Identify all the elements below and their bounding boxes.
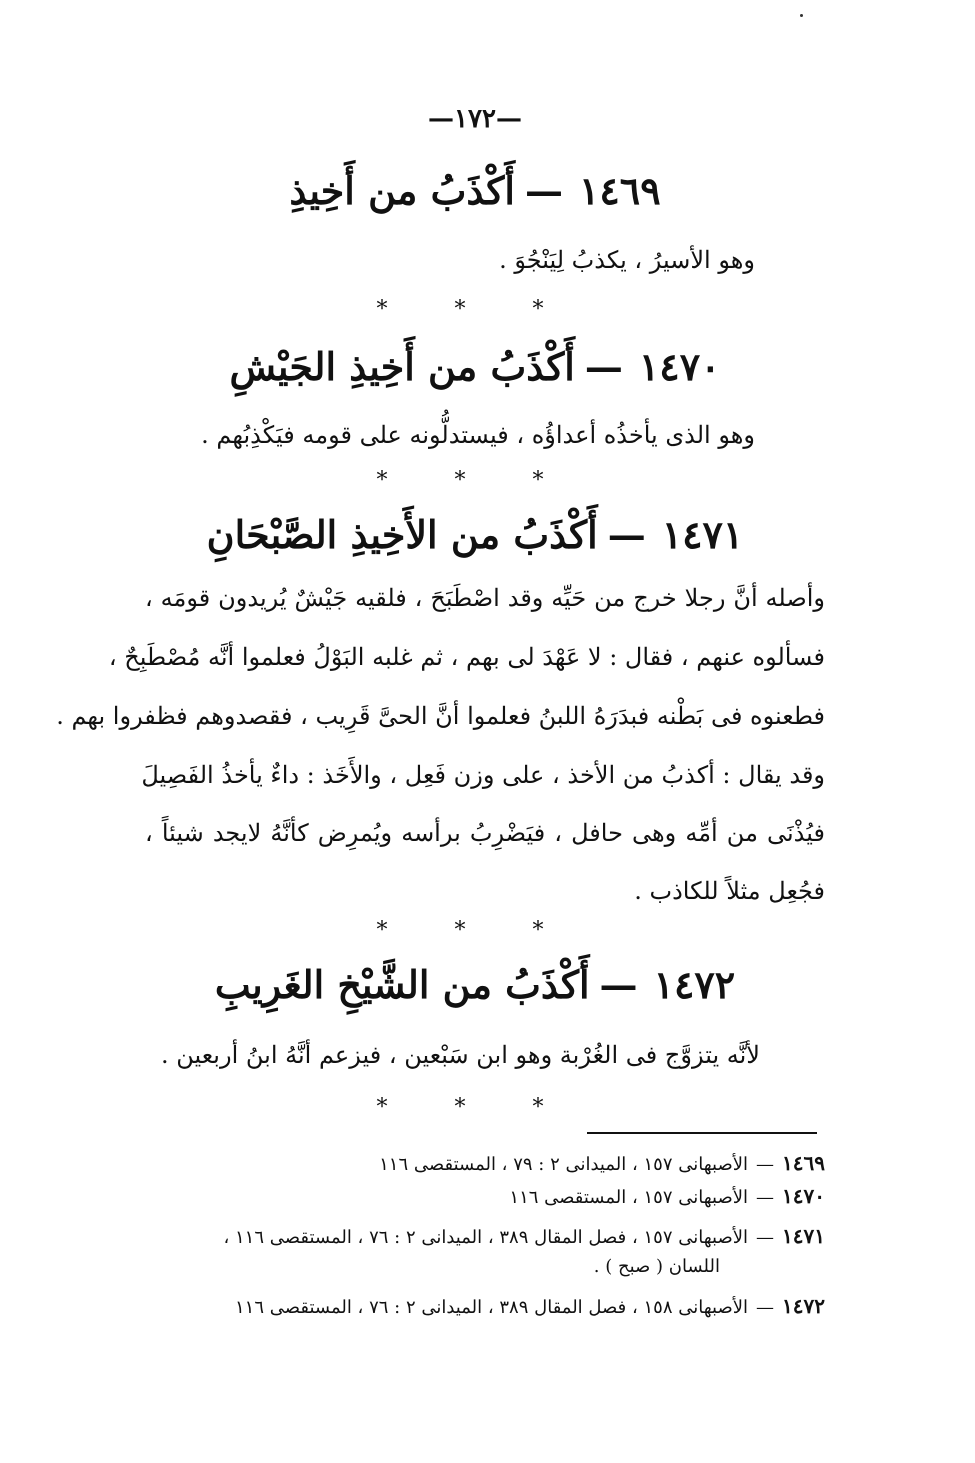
entry-text-line: وأصله أنَّ رجلا خرج من حَيِّه وقد اصْطَبَحَ ، فلقيه جَيْشٌ يُريدون قومَه ، — [145, 584, 825, 612]
scan-speck — [800, 14, 803, 17]
footnote-1470 — [509, 1183, 825, 1209]
entry-heading-1471 — [0, 512, 950, 558]
entry-text-line: وهو الأسيرُ ، يكذبُ لِيَنْجُوَ . — [499, 246, 755, 274]
entry-title: أَكْذَبُ من أَخِيذِ الجَيْشِ — [229, 344, 575, 389]
footnote-rule — [587, 1132, 817, 1134]
footnote-number: ١٤٧٠ — [782, 1184, 825, 1208]
entry-heading-1469 — [0, 168, 950, 214]
entry-text-line: لأنَّه يتزوَّج فى الغُرْبة وهو ابن سَبْعين ، فيزعم أنَّهُ ابنُ أربعين . — [160, 1041, 760, 1069]
footnote-1469 — [379, 1150, 825, 1176]
entry-title: أَكْذَبُ من الشَّيْخِ الغَرِيبِ — [214, 962, 590, 1007]
entry-heading-1470 — [0, 344, 950, 390]
entry-title: أَكْذَبُ من أَخِيذِ — [289, 168, 515, 213]
entry-number: ١٤٧٢ — [653, 962, 736, 1007]
footnote-dash: — — [756, 1227, 775, 1248]
entry-number: ١٤٧٠ — [638, 344, 721, 389]
footnote-1471 — [223, 1223, 825, 1249]
entry-dash: — — [599, 962, 638, 1007]
footnote-number: ١٤٦٩ — [782, 1151, 825, 1175]
footnote-text: الأصبهانى ١٥٧ ، المستقصى ١١٦ — [509, 1187, 749, 1208]
entry-dash: — — [607, 512, 646, 557]
entry-dash: — — [584, 344, 623, 389]
page-number: —١٧٢— — [428, 104, 522, 134]
entry-text-line: وقد يقال : أكذبُ من الأخذ ، على وزن فَعِل ، والأَخَذ : داءٌ يأخذُ الفَصِيلَ — [141, 761, 825, 789]
entry-text-line: فسألوه عنهم ، فقال : لا عَهْدَ لى بهم ، ثم غلبه البَوْلُ فعلموا أنَّه مُصْطَبِحٌ ، — [108, 643, 825, 671]
section-separator: * * * — [376, 297, 574, 322]
entry-text-line: فجُعِل مثلاً للكاذب . — [634, 877, 825, 905]
section-separator: * * * — [376, 918, 574, 943]
entry-title: أَكْذَبُ من الأَخِيذِ الصَّبْحَانِ — [206, 512, 598, 557]
footnote-dash: — — [756, 1297, 775, 1318]
entry-text-line: وهو الذى يأخذُه أعداؤُه ، فيستدلُّونه على قومه فيَكْذِبُهم . — [201, 421, 755, 449]
footnote-dash: — — [756, 1154, 775, 1175]
entry-text-line: فيُذْنَى من أمِّه وهى حافل ، فيَضْرِبُ برأسه ويُمرِض كأنَّهُ لايجد شيئاً ، — [145, 819, 825, 847]
footnote-1472 — [235, 1293, 825, 1319]
footnote-text: الأصبهانى ١٥٨ ، فصل المقال ٣٨٩ ، الميدانى ٢ : ٧٦ ، المستقصى ١١٦ — [235, 1297, 749, 1318]
section-separator: * * * — [376, 468, 574, 493]
footnote-continuation: اللسان ( صبح ) . — [593, 1256, 720, 1277]
entry-dash: — — [524, 168, 563, 213]
footnote-number: ١٤٧١ — [782, 1224, 825, 1248]
footnote-number: ١٤٧٢ — [782, 1294, 825, 1318]
footnote-text: الأصبهانى ١٥٧ ، فصل المقال ٣٨٩ ، الميدانى ٢ : ٧٦ ، المستقصى ١١٦ ، — [223, 1227, 749, 1248]
entry-heading-1472 — [0, 962, 950, 1008]
footnote-text: الأصبهانى ١٥٧ ، الميدانى ٢ : ٧٩ ، المستقصى ١١٦ — [379, 1154, 749, 1175]
section-separator: * * * — [376, 1095, 574, 1120]
entry-number: ١٤٦٩ — [578, 168, 661, 213]
footnote-dash: — — [756, 1187, 775, 1208]
entry-text-line: فطعنوه فى بَطْنه فبدَرَهُ اللبنُ فعلموا أنَّ الحىَّ قَرِيب ، فقصدوهم فظفروا بهم . — [56, 702, 825, 730]
entry-number: ١٤٧١ — [661, 512, 744, 557]
